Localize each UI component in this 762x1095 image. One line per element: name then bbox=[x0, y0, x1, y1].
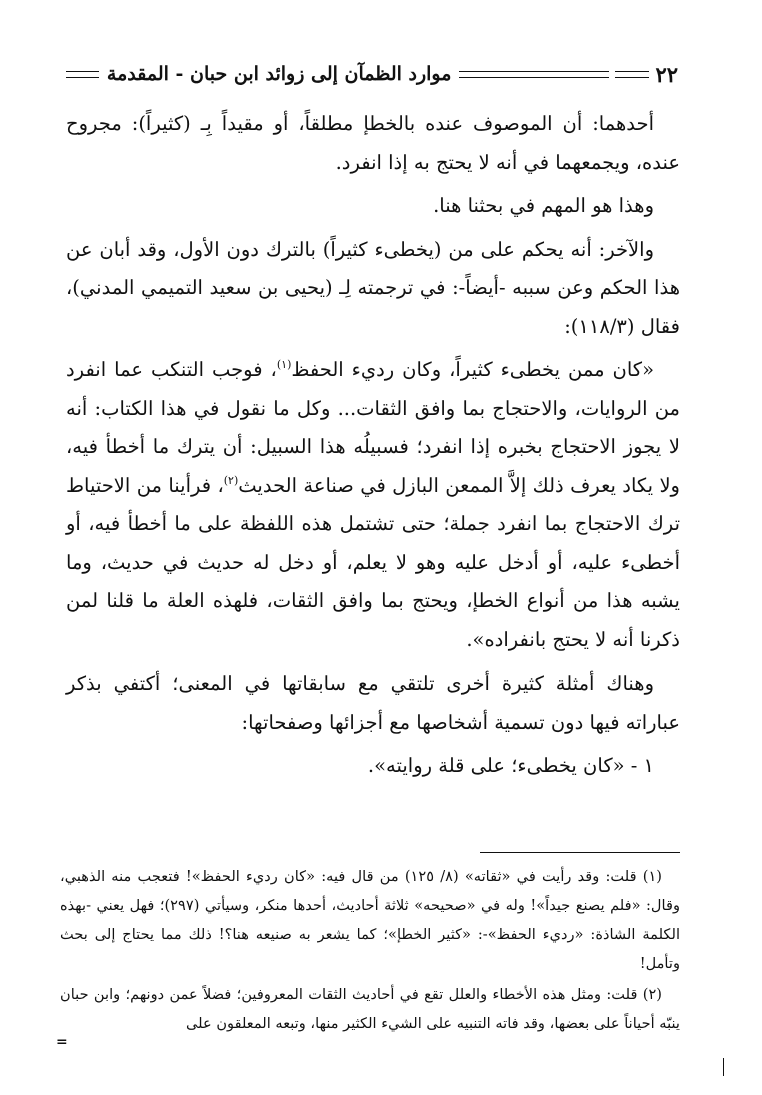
footnote-separator bbox=[480, 852, 680, 853]
quotation-part-c: ، فرأينا من الاحتياط ترك الاحتجاج بما انفرد جملة؛ حتى تشتمل هذه اللفظة على ما أخطأ فيه، أو أخطىء عليه، أو أدخل عليه وهو لا يعلم، أو دخل له حديث في حديث، وما يشبه هذا من أنواع الخطإ، ويحتج بما وافق الثقات، فلهذه العلة ما قلنا لمن ذكرنا أنه لا يحتج بانفراده». bbox=[66, 473, 680, 651]
footnote-ref-2[interactable]: (٢) bbox=[223, 473, 239, 487]
running-title: موارد الظمآن إلى زوائد ابن حبان - المقدمة bbox=[106, 63, 452, 85]
paragraph-second-view: والآخر: أنه يحكم على من (يخطىء كثيراً) بالترك دون الأول، وقد أبان عن هذا الحكم وعن سببه -أيضاً-: في ترجمته لِـ (يحيى بن سعيد التميمي المدني)، فقال (١١٨/٣): bbox=[66, 237, 680, 338]
quotation-paragraph bbox=[66, 351, 680, 659]
footnote-2: (٢) قلت: ومثل هذه الأخطاء والعلل تقع في أحاديث الثقات المعروفين؛ فضلاً عمن دونهم؛ وابن حبان ينبّه أحياناً على بعضها، وقد فاته التنبيه على الشيء الكثير منها، وتبعه المعلقون على bbox=[60, 986, 680, 1032]
quotation-part-b: ، فوجب التنكب عما انفرد من الروايات، والاحتجاج بما وافق الثقات... وكل ما نقول في هذا الكتاب: أنه لا يجوز الاحتجاج بخبره إذا انفرد؛ فسبيلُه هذا السبيل: أن يترك ما أخطأ فيه، ولا يكاد يعرف ذلك إلاَّ الممعن البازل في صناعة الحديث bbox=[66, 358, 680, 497]
paragraph-important-note: وهذا هو المهم في بحثنا هنا. bbox=[433, 194, 654, 217]
page-edge-mark bbox=[723, 1058, 724, 1076]
header-rule-left bbox=[66, 71, 99, 78]
continuation-mark: = bbox=[56, 1034, 68, 1050]
footnote-ref-1[interactable]: (١) bbox=[276, 358, 292, 371]
page-header bbox=[66, 58, 680, 90]
footnote-1: (١) قلت: وقد رأيت في «ثقاته» (٨/ ١٢٥) من قال فيه: «كان رديء الحفظ»! فتعجب منه الذهبي، وقال: «فلم يصنع جيداً»! وله في «صحيحه» ثلاثة أحاديث، أحدها منكر، وسيأتي (٢٩٧)؛ فهل يعني -بهذه الكلمة الشاذة: «رديء الحفظ»-: «كثير الخطإ»؛ كما يشعر به صنيعه هنا؟! ذلك مما يحتاج إلى بحث وتأمل! bbox=[60, 868, 680, 972]
page-number: ٢٢ bbox=[655, 61, 678, 87]
paragraph-examples-intro: وهناك أمثلة كثيرة أخرى تلتقي مع سابقاتها في المعنى؛ أكتفي بذكر عباراته فيها دون تسمية أشخاصها مع أجزائها وصفحاتها: bbox=[66, 672, 680, 734]
example-item-1: ١ - «كان يخطىء؛ على قلة روايته». bbox=[367, 754, 654, 777]
quotation-part-a: «كان ممن يخطىء كثيراً، وكان رديء الحفظ bbox=[291, 358, 655, 381]
header-rule-middle bbox=[459, 71, 609, 78]
footnotes-section bbox=[60, 862, 680, 1040]
main-text bbox=[66, 105, 680, 791]
paragraph-first: أحدهما: أن الموصوف عنده بالخطإ مطلقاً، أو مقيداً بِـ (كثيراً): مجروح عنده، ويجمعهما في أنه لا يحتج به إذا انفرد. bbox=[66, 112, 680, 174]
header-rule-right bbox=[615, 71, 649, 78]
